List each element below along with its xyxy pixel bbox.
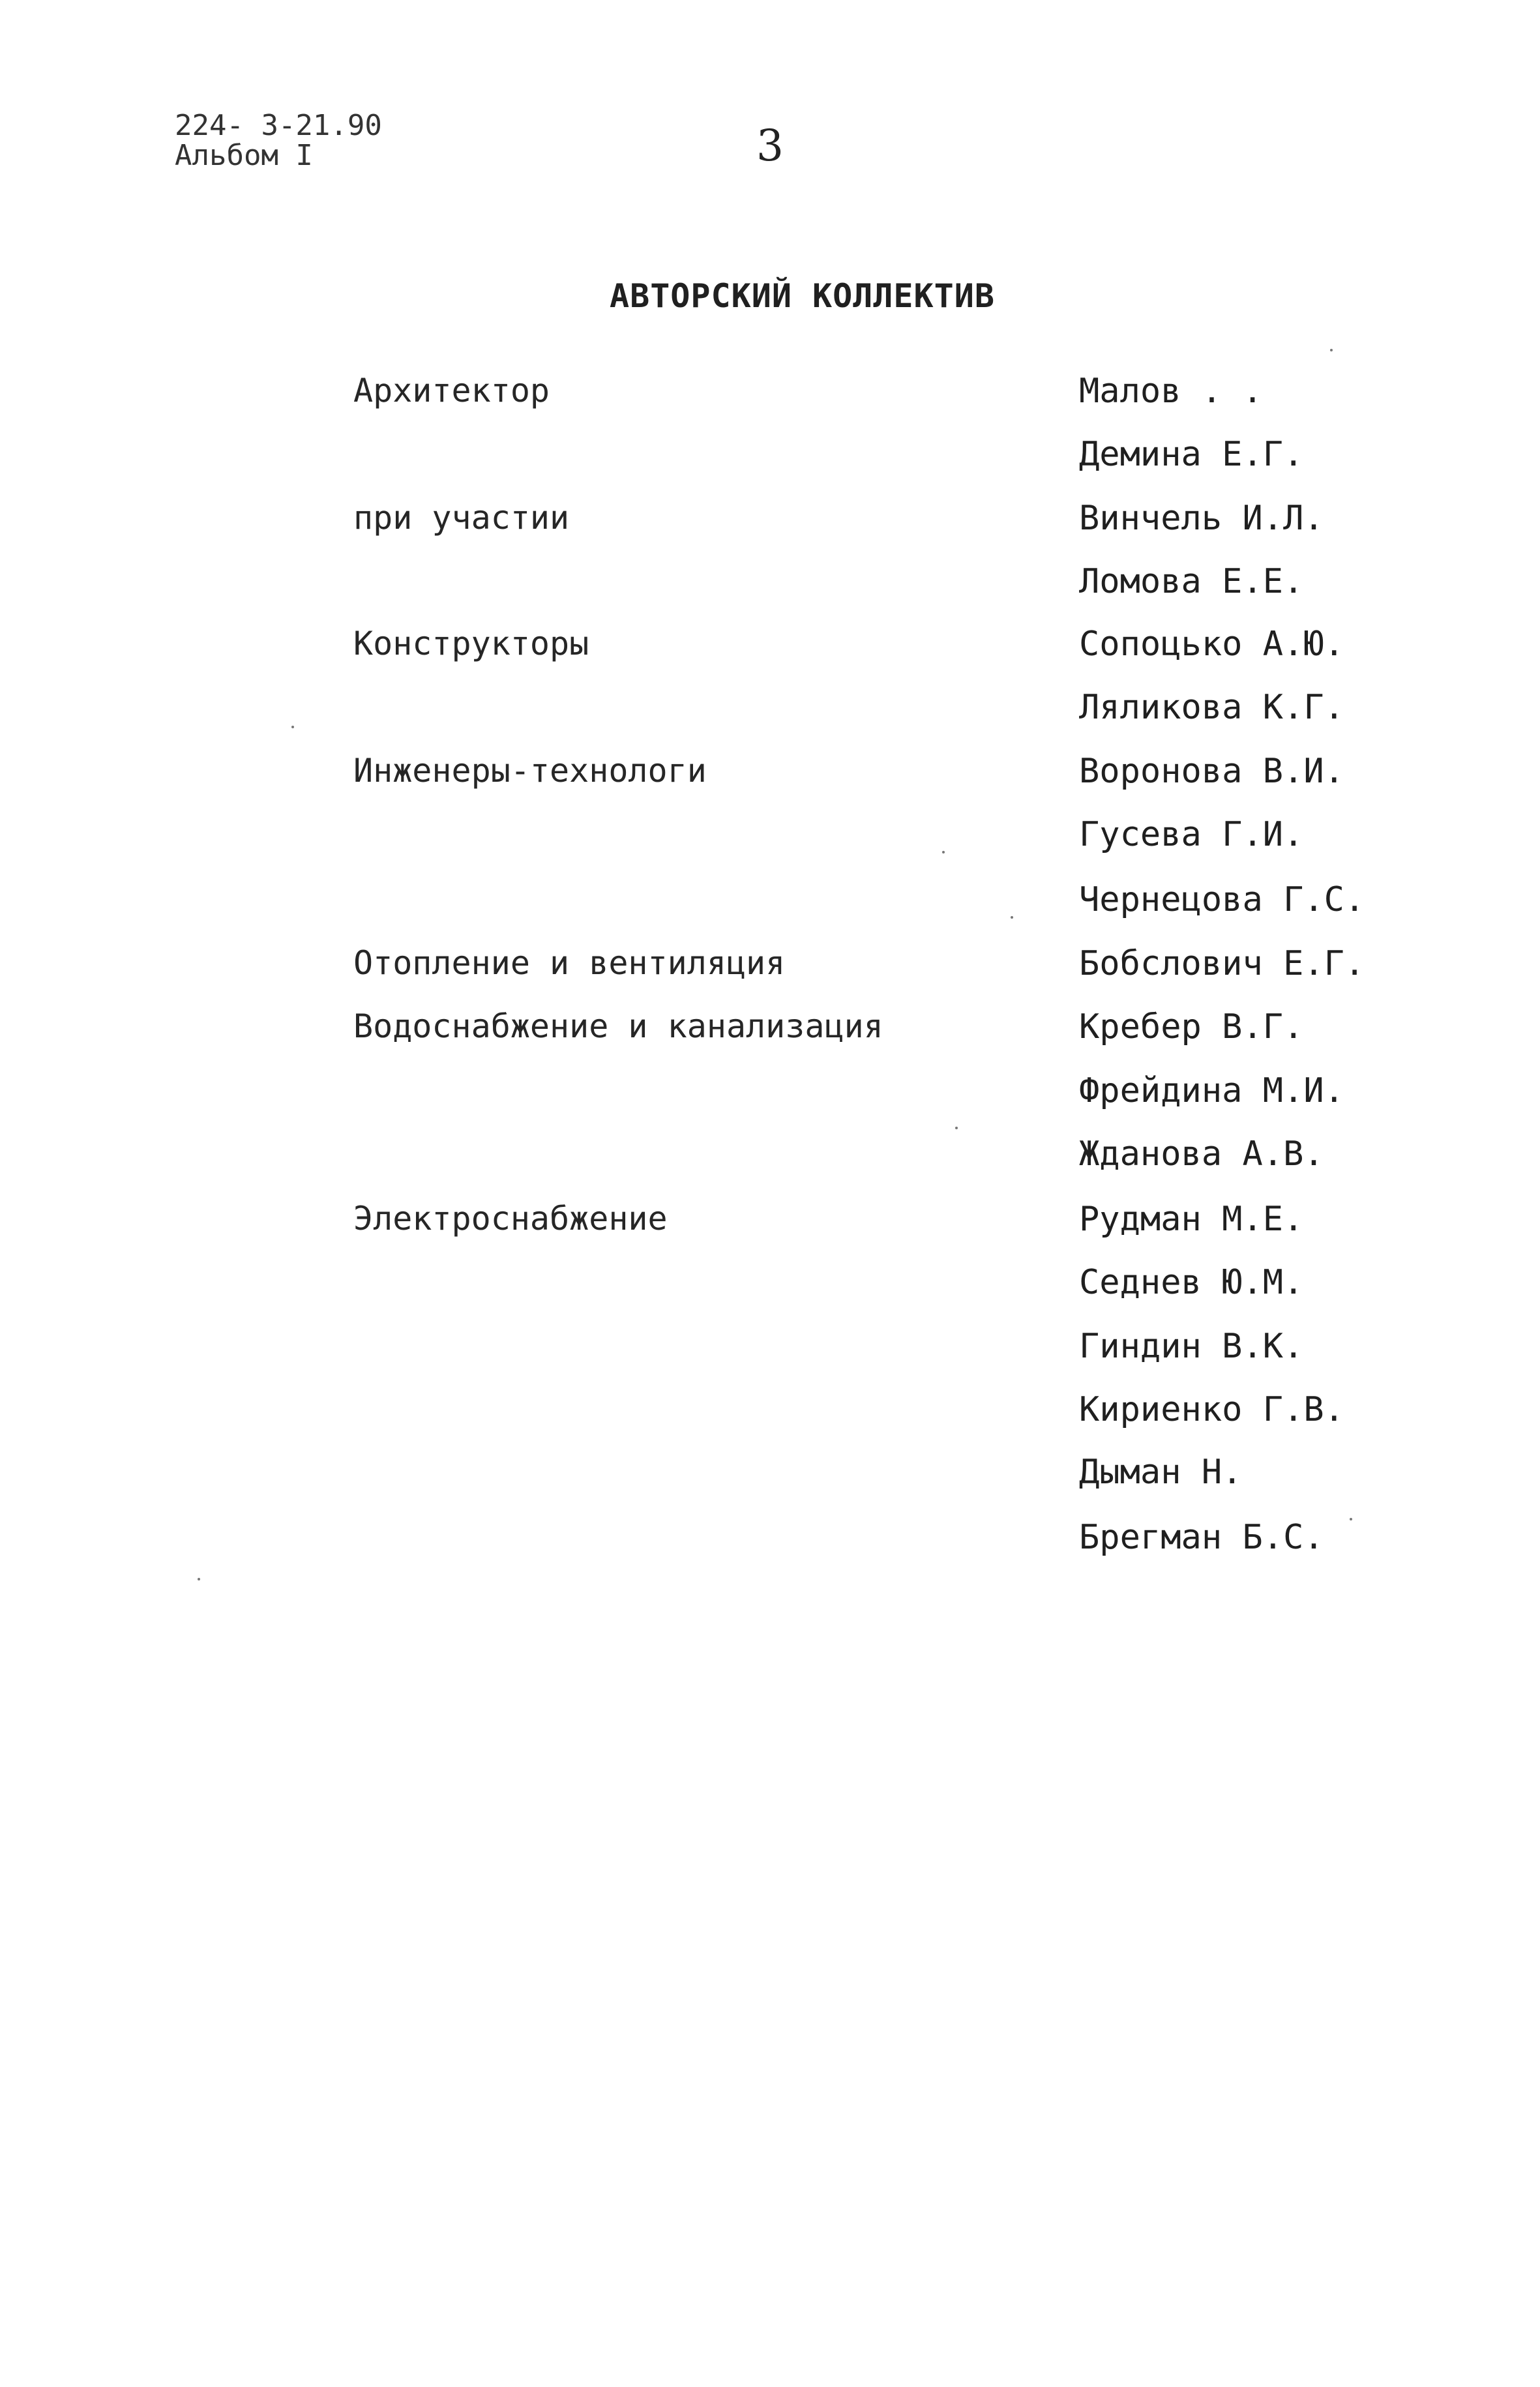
person-name: Демина Е.Г.	[1079, 435, 1304, 474]
person-name: Жданова А.В.	[1079, 1134, 1324, 1174]
person-name: Сопоцько А.Ю.	[1079, 625, 1344, 664]
person-name: Гиндин В.К.	[1079, 1327, 1304, 1366]
person-name: Воронова В.И.	[1079, 752, 1344, 791]
person-name: Винчель И.Л.	[1079, 499, 1324, 538]
role-heating-ventilation: Отопление и вентиляция	[353, 944, 786, 982]
scan-speck	[198, 1578, 200, 1580]
page-number: 3	[756, 121, 784, 171]
person-name: Гусева Г.И.	[1079, 815, 1304, 854]
person-name: Ляликова К.Г.	[1079, 688, 1344, 727]
scan-speck	[1350, 1518, 1352, 1520]
role-process-engineers: Инженеры-технологи	[353, 752, 707, 790]
person-name: Кребер В.Г.	[1079, 1007, 1304, 1046]
person-name: Дыман Н.	[1079, 1453, 1243, 1492]
person-name: Рудман М.Е.	[1079, 1200, 1304, 1239]
person-name: Малов . .	[1079, 372, 1263, 411]
page-title: АВТОРСКИЙ КОЛЛЕКТИВ	[610, 277, 995, 315]
scan-speck	[291, 726, 294, 728]
person-name: Чернецова Г.С.	[1079, 880, 1365, 919]
doc-code-line-1: 224- 3-21.90	[175, 109, 382, 142]
scan-speck	[942, 851, 945, 853]
document-code	[175, 111, 382, 171]
person-name: Бобслович Е.Г.	[1079, 944, 1365, 983]
scan-speck	[1011, 916, 1013, 919]
role-architect: Архитектор	[353, 372, 550, 409]
scan-speck	[1330, 349, 1333, 351]
role-constructors: Конструкторы	[353, 625, 589, 662]
doc-code-line-2: Альбом I	[175, 139, 313, 172]
role-with-participation: при участии	[353, 499, 570, 537]
person-name: Седнев Ю.М.	[1079, 1263, 1304, 1302]
person-name: Фрейдина М.И.	[1079, 1071, 1344, 1110]
scan-speck	[955, 1127, 958, 1129]
person-name: Ломова Е.Е.	[1079, 562, 1304, 601]
role-power-supply: Электроснабжение	[353, 1200, 668, 1238]
role-water-sewerage: Водоснабжение и канализация	[353, 1007, 883, 1045]
person-name: Брегман Б.С.	[1079, 1518, 1324, 1557]
person-name: Кириенко Г.В.	[1079, 1390, 1344, 1429]
